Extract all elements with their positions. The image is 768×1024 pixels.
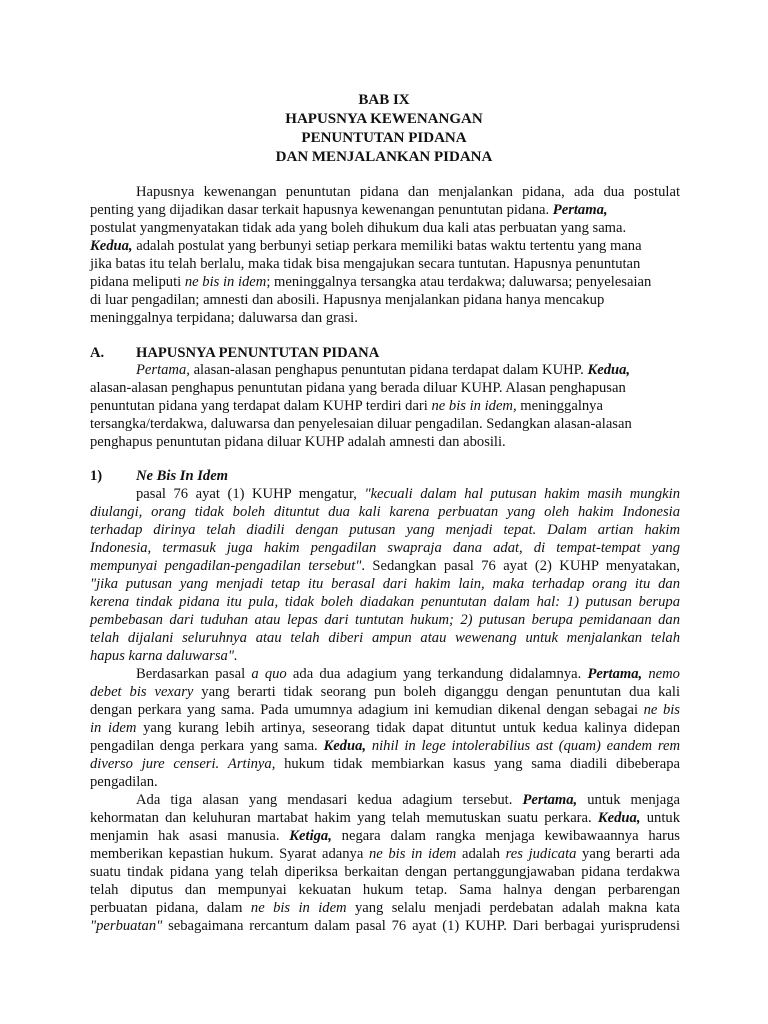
text-run: ne bis in idem, — [431, 398, 517, 414]
title-line: BAB IX — [358, 92, 410, 108]
text-run: untuk — [640, 810, 680, 826]
text-line — [90, 917, 680, 935]
text-run: kehormatan dan keluhuran martabat hakim yang telah memutuskan suatu perkara. — [90, 810, 598, 826]
text-run: Kedua, — [90, 238, 133, 254]
text-line — [90, 827, 680, 845]
title-line: DAN MENJALANKAN PIDANA — [275, 149, 493, 165]
text-run: Kedua, — [323, 738, 367, 754]
text-run: ; meninggalnya tersangka atau terdakwa; daluwarsa; penyelesaian — [266, 274, 652, 290]
text-line — [136, 791, 680, 809]
text-run: ada dua adagium yang terkandung didalamnya. — [286, 666, 588, 682]
text-line — [136, 485, 680, 503]
text-line — [90, 255, 680, 273]
chapter-title — [0, 91, 768, 167]
text-run: ne bis in idem — [184, 274, 267, 290]
text-line — [90, 521, 680, 539]
text-run: diulangi, orang tidak boleh dituntut dua kali karena perbuatan yang oleh hakim Indonesia — [90, 504, 680, 520]
text-run: Pertama, — [522, 792, 578, 808]
text-line — [90, 611, 680, 629]
text-line — [90, 539, 680, 557]
text-line — [90, 201, 680, 219]
text-run: menjamin hak asasi manusia. — [90, 828, 290, 844]
text-run: yang selalu menjadi perdebatan adalah makna kata — [346, 900, 680, 916]
text-run: Pertama, — [587, 666, 643, 682]
text-line — [90, 809, 680, 827]
text-line — [90, 557, 680, 575]
text-run: nihil in lege intolerabilius ast (quam) eandem rem — [366, 738, 680, 754]
text-run: ne bis — [643, 702, 680, 718]
text-run: pidana meliputi — [90, 274, 185, 290]
text-run: "kecuali dalam hal putusan hakim masih mungkin — [364, 486, 680, 502]
text-line — [90, 433, 680, 451]
section-number: A. — [90, 345, 105, 361]
text-run: hukum tidak membiarkan kasus yang sama diadili dibeberapa — [275, 756, 680, 772]
text-run: in idem — [90, 720, 137, 736]
text-run: diverso jure censeri. — [90, 756, 220, 772]
text-line — [90, 309, 680, 327]
text-line — [90, 773, 680, 791]
text-line — [90, 273, 680, 291]
text-run: penghapus penuntutan pidana diluar KUHP adalah amnesti dan abosili. — [90, 434, 506, 450]
text-run: Kedua, — [587, 362, 631, 378]
text-run: res judicata — [505, 846, 577, 862]
section-number: 1) — [90, 468, 103, 484]
text-line — [90, 845, 680, 863]
text-line — [90, 683, 680, 701]
text-line — [90, 503, 680, 521]
text-run: a quo — [251, 666, 287, 682]
title-line: HAPUSNYA KEWENANGAN — [285, 111, 483, 127]
text-run: hapus karna daluwarsa". — [90, 648, 238, 664]
text-line — [90, 863, 680, 881]
text-run: debet bis vexary — [90, 684, 194, 700]
text-run: nemo — [642, 666, 680, 682]
text-line — [90, 701, 680, 719]
text-run: mempunyai pengadilan-pengadilan tersebut" — [90, 558, 362, 574]
text-line — [90, 219, 680, 237]
section-heading — [90, 467, 680, 485]
text-run: pasal 76 ayat (1) KUHP mengatur, — [136, 486, 365, 502]
text-line — [136, 183, 680, 201]
text-run: pengadilan. — [90, 774, 158, 790]
text-run: alasan-alasan penghapus penuntutan pidana yang berada diluar KUHP. Alasan penghapusan — [90, 380, 626, 396]
text-line — [90, 755, 680, 773]
text-run: Hapusnya kewenangan penuntutan pidana dan menjalankan pidana, ada dua postulat — [136, 184, 680, 200]
text-run: Kedua, — [597, 810, 641, 826]
text-run: ne bis in idem — [368, 846, 457, 862]
text-run: telah dijalani seluruhnya atau telah diberi ampun atau wewenang untuk menjalankan telah — [90, 630, 680, 646]
text-line — [136, 361, 680, 379]
text-run: jika batas itu telah berlalu, maka tidak bisa mengajukan secara tuntutan. Hapusnya penuntutan — [90, 256, 641, 272]
text-run: yang berarti ada — [576, 846, 680, 862]
text-run: kerena tindak pidana itu pula, tidak boleh diadakan penuntutan dalam hal: 1) putusan berupa — [90, 594, 680, 610]
text-run: . Sedangkan pasal 76 ayat (2) KUHP menyatakan, — [361, 558, 681, 574]
text-run: pengadilan denga perkara yang sama. — [90, 738, 324, 754]
text-line — [90, 575, 680, 593]
text-line — [90, 899, 680, 917]
text-run: "perbuatan" — [90, 918, 163, 934]
text-run: pembebasan dari tuduhan atau lepas dari tuntutan hukum; 2) putusan berupa pemidanaan dan — [90, 612, 680, 628]
text-line — [90, 593, 680, 611]
text-run: yang berarti tidak seorang pun boleh diganggu dengan penuntutan dua kali — [193, 684, 680, 700]
text-run: Artinya, — [227, 756, 276, 772]
text-run: memberikan kepastian hukum. Syarat adanya — [90, 846, 369, 862]
text-run: "jika putusan yang menjadi tetap itu berasal dari hakim lain, maka terhadap orang itu dan — [90, 576, 680, 592]
text-run: Pertama, — [552, 202, 608, 218]
section-heading — [90, 344, 680, 362]
text-run: HAPUSNYA PENUNTUTAN PIDANA — [136, 345, 380, 361]
text-run: terhadap dirinya telah diadili dengan putusan yang menjadi tepat. Dalam artian hakim — [90, 522, 680, 538]
text-run: ne bis in idem — [250, 900, 347, 916]
text-run: meninggalnya — [516, 398, 603, 414]
text-line — [90, 647, 680, 665]
text-line — [90, 629, 680, 647]
text-run: untuk menjaga — [577, 792, 680, 808]
text-run: Ne Bis In Idem — [136, 468, 229, 484]
text-run: Ketiga, — [289, 828, 332, 844]
text-run: tersangka/terdakwa, daluwarsa dan penyelesaian diluar pengadilan. Sedangkan alasan-alasan — [90, 416, 632, 432]
text-run: meninggalnya terpidana; daluwarsa dan grasi. — [90, 310, 358, 326]
text-line — [90, 237, 680, 255]
text-run: Ada tiga alasan yang mendasari kedua adagium tersebut. — [136, 792, 523, 808]
text-run: negara dalam rangka menjaga kewibawaannya harus — [331, 828, 680, 844]
text-line — [90, 397, 680, 415]
text-run: dengan perkara yang sama. Pada umumnya adagium ini kemudian dikenal dengan sebagai — [90, 702, 644, 718]
text-run: penuntutan pidana yang terdapat dalam KUHP terdiri dari — [90, 398, 432, 414]
text-run: Berdasarkan pasal — [136, 666, 252, 682]
text-run: sebagaimana rercantum dalam pasal 76 ayat (1) KUHP. Dari berbagai yurisprudensi — [162, 918, 680, 934]
text-run: telah diputus dan mempunyai kekuatan hukum tetap. Sama halnya dengan perbarengan — [90, 882, 680, 898]
text-run: di luar pengadilan; amnesti dan abosili. Hapusnya menjalankan pidana hanya mencakup — [90, 292, 605, 308]
text-run: suatu tindak pidana yang telah diperiksa berkaitan dengan pertanggungjawaban pidana terdakwa — [90, 864, 680, 880]
title-line: PENUNTUTAN PIDANA — [301, 130, 467, 146]
text-run: adalah — [456, 846, 506, 862]
text-line — [90, 291, 680, 309]
text-line — [90, 737, 680, 755]
text-line — [90, 719, 680, 737]
text-line — [136, 665, 680, 683]
text-run: penting yang dijadikan dasar terkait hapusnya kewenangan penuntutan pidana. — [90, 202, 553, 218]
text-run: postulat yangmenyatakan tidak ada yang boleh dihukum dua kali atas perbuatan yang sama. — [90, 220, 627, 236]
text-run: Indonesia, termasuk juga hakim pengadilan swapraja dana adat, di tempat-tempat yang — [90, 540, 680, 556]
text-run: alasan-alasan penghapus penuntutan pidana terdapat dalam KUHP. — [189, 362, 588, 378]
text-run: perbuatan pidana, dalam — [90, 900, 251, 916]
text-line — [90, 881, 680, 899]
text-run: adalah postulat yang berbunyi setiap perkara memiliki batas waktu tertentu yang mana — [132, 238, 642, 254]
text-run: Pertama, — [136, 362, 190, 378]
text-run — [219, 756, 228, 772]
text-run: yang kurang lebih artinya, seseorang tidak dapat dituntut untuk kedua kalinya didepan — [136, 720, 680, 736]
text-line — [90, 415, 680, 433]
text-line — [90, 379, 680, 397]
